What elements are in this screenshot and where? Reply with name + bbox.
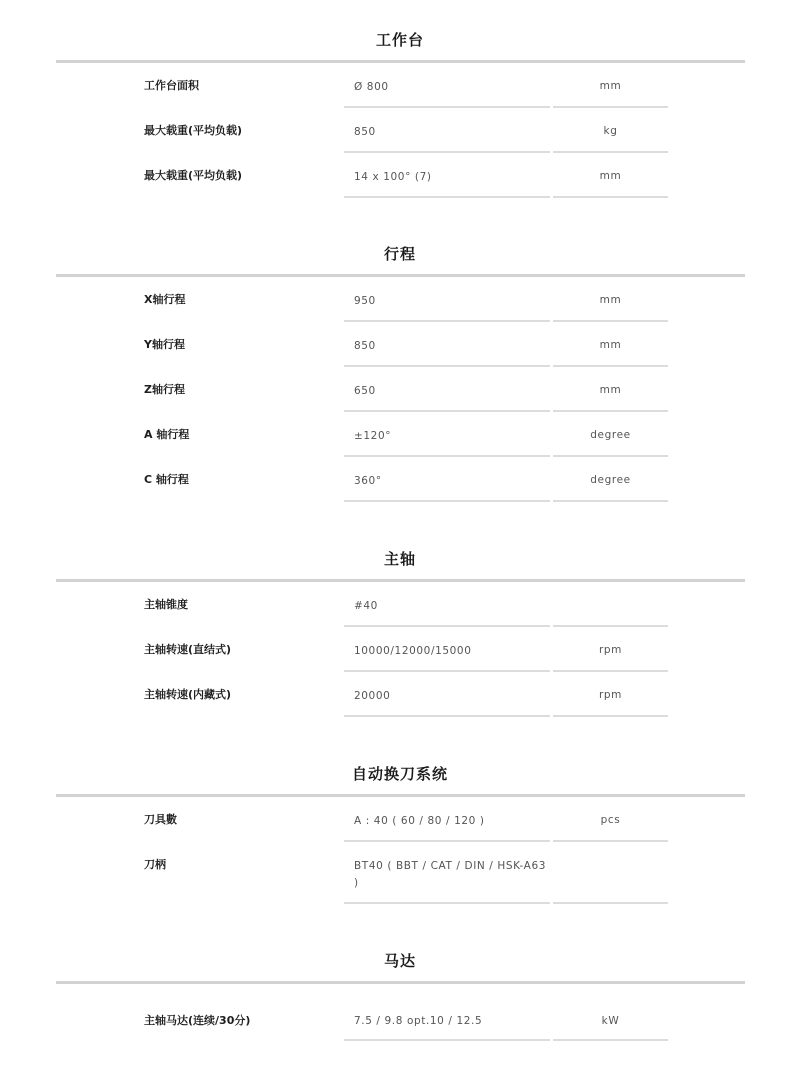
spec-label: C 轴行程 xyxy=(144,473,189,486)
spec-row xyxy=(0,153,800,198)
spec-row xyxy=(0,457,800,502)
row-divider xyxy=(344,196,550,198)
spec-label: Y轴行程 xyxy=(144,338,185,351)
spec-unit: degree xyxy=(590,429,631,441)
spec-value: A : 40 ( 60 / 80 / 120 ) xyxy=(354,815,485,827)
spec-label: 刀柄 xyxy=(144,858,166,871)
spec-label: 最大载重(平均负载) xyxy=(144,169,243,182)
section-divider xyxy=(56,981,745,984)
spec-table xyxy=(0,986,800,1041)
spec-row xyxy=(0,367,800,412)
section-title: 工作台 xyxy=(375,31,424,49)
row-divider xyxy=(344,715,550,717)
spec-row xyxy=(0,672,800,717)
row-divider xyxy=(553,500,668,502)
spec-value: ±120° xyxy=(354,430,392,442)
spec-unit: mm xyxy=(599,384,622,396)
spec-unit: kW xyxy=(601,1015,620,1027)
section-title: 主轴 xyxy=(383,550,416,568)
spec-row xyxy=(0,986,800,1041)
spec-label: 最大载重(平均负载) xyxy=(144,124,243,137)
spec-unit: kg xyxy=(603,125,618,137)
spec-unit: mm xyxy=(599,339,622,351)
spec-label: 工作台面积 xyxy=(144,79,199,92)
spec-unit: degree xyxy=(590,474,631,486)
spec-label: X轴行程 xyxy=(144,293,186,306)
spec-row xyxy=(0,412,800,457)
spec-value: BT40 ( BBT / CAT / DIN / HSK-A63 ) xyxy=(354,860,547,889)
section-title: 马达 xyxy=(383,952,416,970)
row-divider xyxy=(553,902,668,904)
spec-row xyxy=(0,63,800,108)
spec-value: 650 xyxy=(354,385,376,397)
spec-unit: mm xyxy=(599,80,622,92)
spec-table xyxy=(0,277,800,502)
spec-table xyxy=(0,797,800,904)
spec-label: 主轴马达(连续/30分) xyxy=(144,1014,251,1027)
spec-row xyxy=(0,627,800,672)
spec-unit: rpm xyxy=(598,689,622,701)
row-divider xyxy=(344,902,550,904)
spec-value: 850 xyxy=(354,126,376,138)
spec-value: Ø 800 xyxy=(354,81,389,93)
spec-value: 14 x 100° (7) xyxy=(354,171,432,183)
row-divider xyxy=(553,715,668,717)
section-title: 行程 xyxy=(383,245,416,263)
spec-value: #40 xyxy=(354,600,378,612)
spec-unit: mm xyxy=(599,294,622,306)
spec-label: 刀具數 xyxy=(144,813,177,826)
spec-row xyxy=(0,108,800,153)
spec-value: 20000 xyxy=(354,690,391,702)
spec-row xyxy=(0,582,800,627)
spec-row xyxy=(0,277,800,322)
spec-value: 7.5 / 9.8 opt.10 / 12.5 xyxy=(354,1015,483,1027)
spec-unit: rpm xyxy=(598,644,622,656)
spec-row xyxy=(0,797,800,842)
spec-row xyxy=(0,322,800,367)
section-title: 自动换刀系统 xyxy=(351,765,448,783)
row-divider xyxy=(553,1039,668,1041)
spec-label: 主轴锥度 xyxy=(144,598,188,611)
spec-table xyxy=(0,63,800,198)
row-divider xyxy=(344,1039,550,1041)
row-divider xyxy=(553,196,668,198)
spec-value: 360° xyxy=(354,475,382,487)
row-divider xyxy=(344,500,550,502)
spec-value: 950 xyxy=(354,295,376,307)
spec-value: 10000/12000/15000 xyxy=(354,645,472,657)
spec-row xyxy=(0,842,800,904)
spec-label: 主轴转速(直结式) xyxy=(144,643,232,656)
spec-table xyxy=(0,582,800,717)
spec-label: A 轴行程 xyxy=(144,428,190,441)
spec-label: 主轴转速(内藏式) xyxy=(144,688,232,701)
spec-unit: pcs xyxy=(600,814,621,826)
spec-unit: mm xyxy=(599,170,622,182)
spec-label: Z轴行程 xyxy=(144,383,185,396)
spec-value: 850 xyxy=(354,340,376,352)
